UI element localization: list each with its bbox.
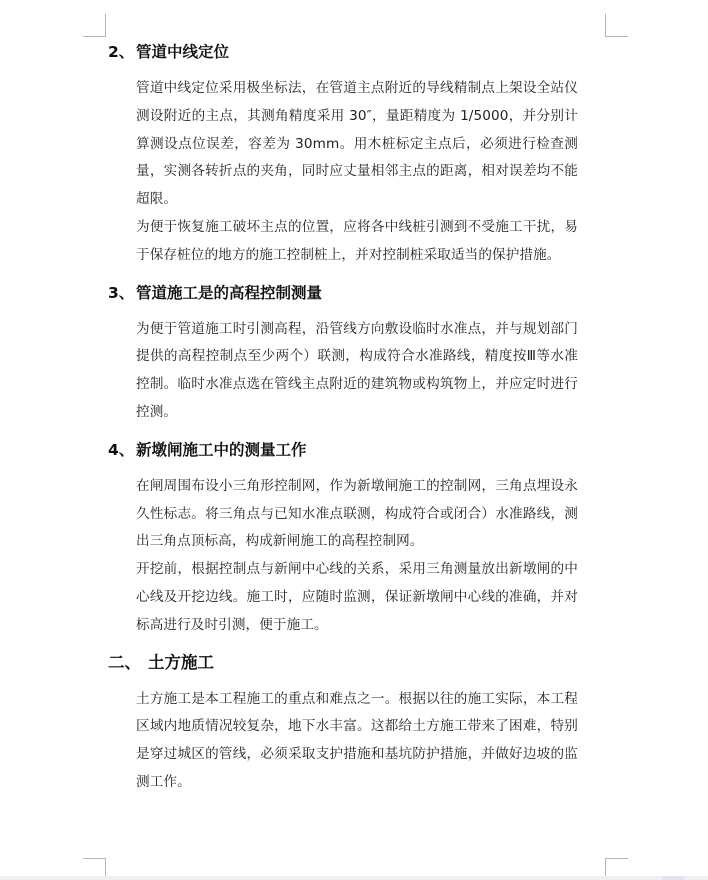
body-paragraph: 管道中线定位采用极坐标法，在管道主点附近的导线精制点上架设全站仪测设附近的主点，其测角精度采用 30″，量距精度为 1/5000，并分别计算测设点位误差，容差为 30mm。用木桩标定主点后，必须进行检查测量，实测各转折点的夹角，同时应丈量相邻主点的距离，相对误差均不能超限。 [136,80,578,208]
section-number: 4、 [108,440,135,459]
window-bottom-edge [0,876,708,880]
chapter-title: 土方施工 [148,652,214,672]
body-paragraph: 开挖前，根据控制点与新闸中心线的关系，采用三角测量放出新墩闸的中心线及开挖边线。施工时，应随时监测，保证新墩闸中心线的准确，并对标高进行及时引测，便于施工。 [136,561,578,633]
margin-corner-top-left [83,14,106,37]
body-paragraph: 为便于管道施工时引测高程，沿管线方向敷设临时水准点，并与规划部门提供的高程控制点至少两个）联测，构成符合水准路线，精度按Ⅲ等水准控制。临时水准点选在管线主点附近的建筑物或构筑物上，并应定时进行控测。 [136,320,578,420]
bottom-edge-marker [662,876,684,880]
body-paragraph: 为便于恢复施工破坏主点的位置，应将各中线桩引测到不受施工干扰，易于保存桩位的地方的施工控制桩上，并对控制桩采取适当的保护措施。 [136,218,578,263]
document-body[interactable] [108,40,578,797]
body-paragraph: 在闸周围布设小三角形控制网，作为新墩闸施工的控制网，三角点埋设永久性标志。将三角点与已知水准点联测，构成符合或闭合）水准路线，测出三角点顶标高，构成新闸施工的高程控制网。 [136,477,578,550]
section-title: 新墩闸施工中的测量工作 [136,440,307,459]
chapter-heading [108,651,578,675]
section-heading [108,438,578,462]
body-paragraph: 土方施工是本工程施工的重点和难点之一。根据以往的施工实际，本工程区域内地质情况较复杂，地下水丰富。这都给土方施工带来了困难，特别是穿过城区的管线，必须采取支护措施和基坑防护措施，并做好边坡的监测工作。 [136,690,578,790]
section-heading [108,281,578,305]
section-title: 管道施工是的高程控制测量 [136,283,323,302]
margin-corner-top-right [605,14,628,37]
section-heading [108,40,578,64]
chapter-number: 二、 [108,652,141,672]
section-title: 管道中线定位 [136,43,230,61]
section-number: 3、 [108,283,135,302]
section-number: 2、 [108,43,135,61]
